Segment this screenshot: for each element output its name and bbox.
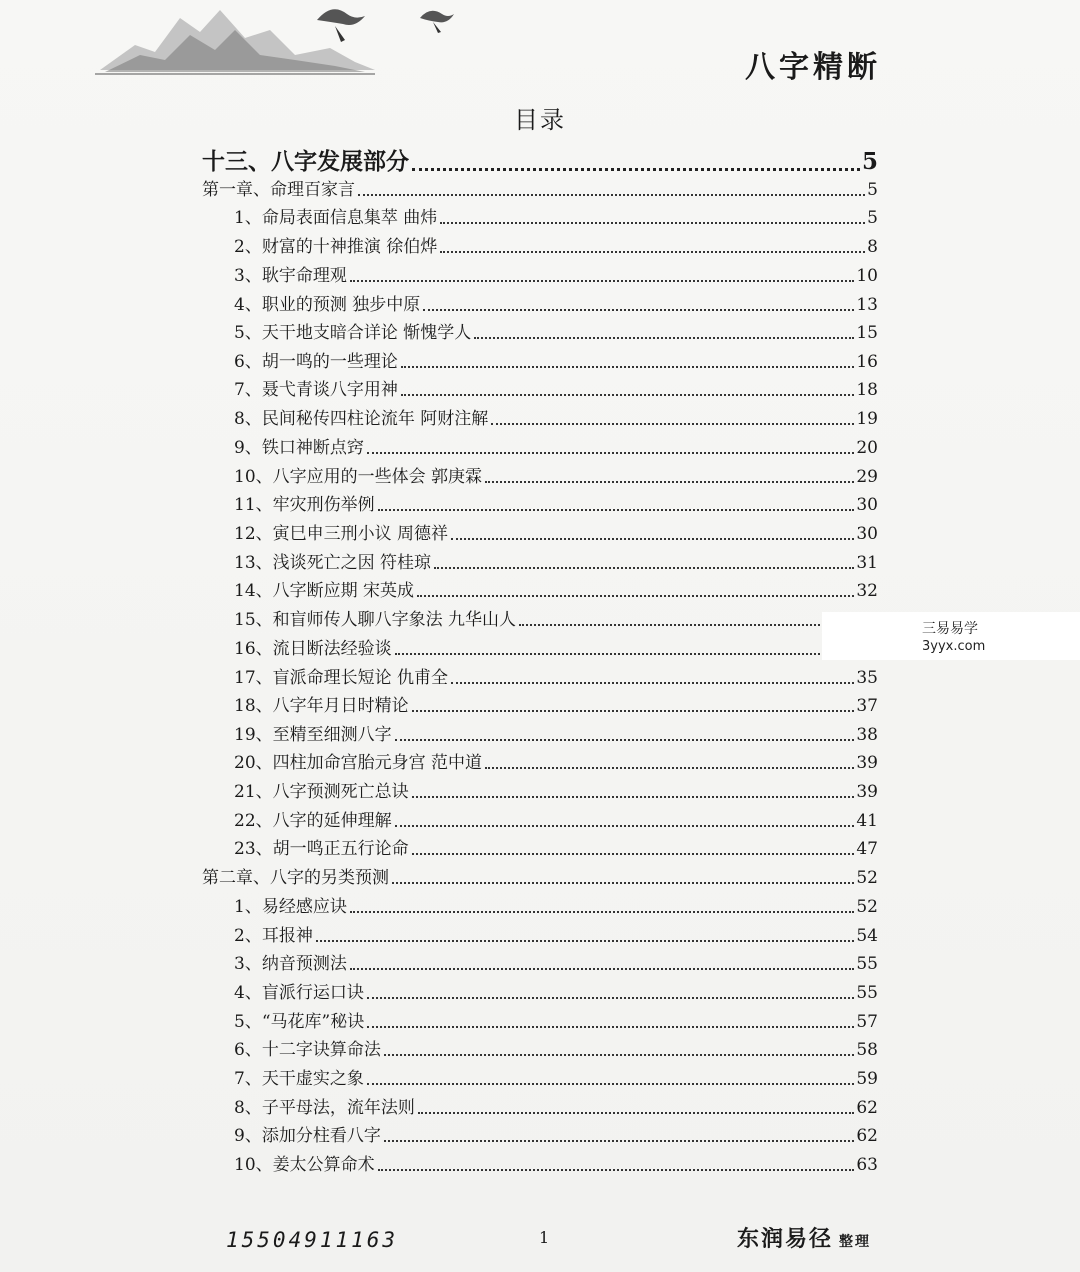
toc-entry-label: 10、八字应用的一些体会 郭庚霖	[234, 467, 483, 487]
toc-item[interactable]	[234, 522, 878, 546]
dot-leader	[367, 1083, 855, 1085]
toc-entry-label: 22、八字的延伸理解	[234, 811, 392, 831]
toc-entry-label: 20、四柱加命宫胎元身宫 范中道	[234, 753, 483, 773]
mountain-crane-illustration	[95, 0, 475, 80]
toc-chapter-2[interactable]	[202, 866, 878, 890]
toc-item[interactable]	[234, 293, 878, 317]
dot-leader	[395, 653, 876, 655]
dot-leader	[440, 251, 865, 253]
dot-leader	[316, 940, 855, 942]
dot-leader	[367, 1026, 854, 1028]
dot-leader	[350, 280, 855, 282]
toc-item[interactable]	[234, 551, 878, 575]
toc-item[interactable]	[234, 407, 878, 431]
toc-entry-label: 17、盲派命理长短论 仇甫全	[234, 668, 449, 688]
toc-entry-page: 37	[856, 696, 878, 716]
toc-entry-label: 4、盲派行运口诀	[234, 983, 364, 1003]
dot-leader	[440, 222, 865, 224]
toc-entry-label: 2、耳报神	[234, 926, 313, 946]
toc-entry-page: 13	[856, 295, 878, 315]
dot-leader	[384, 1140, 855, 1142]
toc-entry-page: 18	[856, 380, 878, 400]
toc-item[interactable]	[234, 436, 878, 460]
toc-entry-label: 8、子平母法，流年法则	[234, 1098, 415, 1118]
toc-item[interactable]	[234, 1124, 878, 1148]
toc-entry-page: 63	[856, 1155, 878, 1175]
toc-item[interactable]	[234, 1153, 878, 1177]
toc-entry-label: 21、八字预测死亡总诀	[234, 782, 409, 802]
toc-entry-label: 19、至精至细测八字	[234, 725, 392, 745]
toc-item[interactable]	[234, 321, 878, 345]
toc-entry-label: 6、胡一鸣的一些理论	[234, 352, 398, 372]
toc-entry-label: 1、易经感应诀	[234, 897, 347, 917]
footer-org-suffix: 整理	[839, 1234, 872, 1250]
dot-leader	[395, 825, 855, 827]
dot-leader	[395, 739, 855, 741]
toc-entry-label: 第一章、命理百家言	[202, 180, 355, 200]
toc-entry-page: 31	[856, 553, 878, 573]
watermark-text: 三易易学	[922, 621, 978, 637]
dot-leader	[434, 567, 854, 569]
toc-entry-label: 11、牢灾刑伤举例	[234, 495, 375, 515]
toc-entry-page: 52	[856, 868, 878, 888]
toc-entry-page: 41	[856, 811, 878, 831]
toc-item[interactable]	[234, 1067, 878, 1091]
toc-entry-label: 5、“马花库”秘诀	[234, 1012, 365, 1032]
toc-entry-label: 十三、八字发展部分	[202, 148, 409, 175]
toc-entry-label: 8、民间秘传四柱论流年 阿财注解	[234, 409, 489, 429]
toc-entry-label: 4、职业的预测 独步中原	[234, 295, 421, 315]
dot-leader	[401, 394, 855, 396]
dot-leader	[423, 309, 854, 311]
toc-entry-page: 10	[856, 266, 878, 286]
toc-item[interactable]	[234, 579, 878, 603]
toc-entry-page: 55	[856, 954, 878, 974]
toc-title: 目录	[514, 106, 566, 134]
toc-entry-page: 19	[856, 409, 878, 429]
toc-entry-page: 15	[856, 323, 878, 343]
toc-entry-label: 12、寅巳申三刑小议 周德祥	[234, 524, 449, 544]
dot-leader	[412, 168, 860, 171]
toc-entry-page: 5	[867, 208, 878, 228]
dot-leader	[378, 509, 855, 511]
toc-item[interactable]	[234, 493, 878, 517]
toc-item[interactable]	[234, 350, 878, 374]
toc-item[interactable]	[234, 751, 878, 775]
toc-entry-page: 16	[856, 352, 878, 372]
toc-item[interactable]	[234, 723, 878, 747]
toc-entry-page: 20	[856, 438, 878, 458]
toc-entry-page: 29	[856, 467, 878, 487]
dot-leader	[418, 1112, 855, 1114]
watermark-url: 3yyx.com	[922, 639, 986, 654]
dot-leader	[350, 968, 855, 970]
toc-entry-label: 9、添加分柱看八字	[234, 1126, 381, 1146]
toc-entry-page: 55	[856, 983, 878, 1003]
dot-leader	[367, 452, 855, 454]
toc-entry-page: 47	[856, 839, 878, 859]
dot-leader	[378, 1169, 855, 1171]
toc-item[interactable]	[234, 264, 878, 288]
toc-entry-page: 5	[867, 180, 878, 200]
toc-entry-label: 9、铁口神断点窍	[234, 438, 364, 458]
toc-item[interactable]	[234, 1010, 878, 1034]
toc-entry-page: 5	[861, 148, 878, 175]
toc-entry-label: 第二章、八字的另类预测	[202, 868, 389, 888]
toc-entry-page: 35	[856, 668, 878, 688]
dot-leader	[412, 796, 855, 798]
toc-entry-page: 52	[856, 897, 878, 917]
toc-item[interactable]	[234, 465, 878, 489]
toc-item[interactable]	[234, 952, 878, 976]
toc-entry-label: 23、胡一鸣正五行论命	[234, 839, 409, 859]
toc-entry-label: 15、和盲师传人聊八字象法 九华山人	[234, 610, 517, 630]
toc-item[interactable]	[234, 1038, 878, 1062]
toc-item[interactable]	[234, 637, 878, 661]
dot-leader	[491, 423, 854, 425]
footer-phone: 15504911163	[226, 1228, 399, 1252]
toc-entry-label: 13、浅谈死亡之因 符桂琼	[234, 553, 432, 573]
toc-entry-page: 39	[856, 782, 878, 802]
toc-item[interactable]	[234, 694, 878, 718]
dot-leader	[417, 595, 854, 597]
footer-page-number: 1	[539, 1228, 550, 1247]
toc-entry-label: 14、八字断应期 宋英成	[234, 581, 415, 601]
dot-leader	[384, 1054, 855, 1056]
toc-entry-page: 62	[856, 1126, 878, 1146]
toc-entry-page: 62	[856, 1098, 878, 1118]
toc-entry-label: 10、姜太公算命术	[234, 1155, 375, 1175]
toc-item[interactable]	[234, 981, 878, 1005]
dot-leader	[350, 911, 855, 913]
toc-entry-label: 7、聂弋青谈八字用神	[234, 380, 398, 400]
toc-chapter-1[interactable]	[202, 178, 878, 202]
toc-item[interactable]	[234, 1096, 878, 1120]
toc-item[interactable]	[234, 378, 878, 402]
toc-entry-page: 59	[856, 1069, 878, 1089]
dot-leader	[358, 194, 865, 196]
dot-leader	[412, 853, 855, 855]
toc-entry-page: 57	[856, 1012, 878, 1032]
dot-leader	[392, 882, 854, 884]
toc-entry-page: 8	[867, 237, 878, 257]
toc-entry-page: 54	[856, 926, 878, 946]
toc-section[interactable]	[202, 146, 878, 178]
toc-entry-label: 2、财富的十神推演 徐伯烨	[234, 237, 438, 257]
dot-leader	[451, 682, 854, 684]
toc-entry-label: 16、流日断法经验谈	[234, 639, 392, 659]
dot-leader	[474, 337, 854, 339]
toc-entry-label: 1、命局表面信息集萃 曲炜	[234, 208, 438, 228]
toc-item[interactable]	[234, 666, 878, 690]
toc-item[interactable]	[234, 895, 878, 919]
dot-leader	[485, 767, 854, 769]
toc-item[interactable]	[234, 206, 878, 230]
toc-entry-label: 6、十二字诀算命法	[234, 1040, 381, 1060]
toc-entry-page: 38	[856, 725, 878, 745]
toc-item[interactable]	[234, 608, 878, 632]
toc-entry-label: 18、八字年月日时精论	[234, 696, 409, 716]
dot-leader	[451, 538, 854, 540]
toc-entry-page: 30	[856, 495, 878, 515]
dot-leader	[401, 366, 855, 368]
dot-leader	[367, 997, 855, 999]
toc-entry-label: 3、耿宇命理观	[234, 266, 347, 286]
toc-entry-label: 3、纳音预测法	[234, 954, 347, 974]
toc-item[interactable]	[234, 924, 878, 948]
book-title: 八字精断	[745, 50, 881, 85]
toc-entry-page: 39	[856, 753, 878, 773]
toc-item[interactable]	[234, 780, 878, 804]
footer-org-name: 东润易径	[737, 1226, 834, 1252]
toc-entry-page: 30	[856, 524, 878, 544]
dot-leader	[412, 710, 855, 712]
toc-entry-label: 5、天干地支暗合详论 惭愧学人	[234, 323, 472, 343]
toc-item[interactable]	[234, 809, 878, 833]
toc-entry-label: 7、天干虚实之象	[234, 1069, 364, 1089]
footer-org	[737, 1222, 871, 1253]
toc-item[interactable]	[234, 837, 878, 861]
toc-item[interactable]	[234, 235, 878, 259]
dot-leader	[485, 481, 854, 483]
toc-entry-page: 32	[856, 581, 878, 601]
toc-entry-page: 58	[856, 1040, 878, 1060]
watermark-box	[822, 612, 1080, 660]
